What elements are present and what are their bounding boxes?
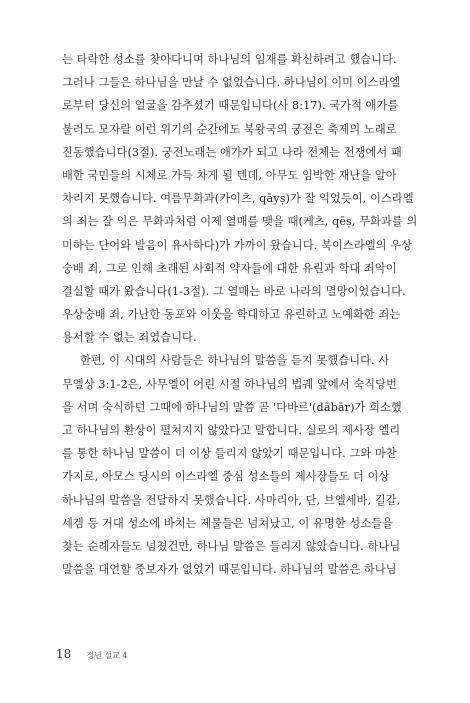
text-line: 그러나 그들은 하나님을 만날 수 없었습니다. 하나님이 이미 이스라엘	[62, 76, 401, 90]
text-line: 을 서며 숙식하던 그때에 하나님의 말씀 곧 '다바르'(dābār)가 희소했	[62, 400, 402, 414]
text-line: 세겜 등 거대 성소에 바치는 제물들은 넘쳐났고, 이 유명한 성소들을	[62, 516, 394, 530]
text-line: 진동했습니다(3절). 궁전노래는 애가가 되고 나라 전체는 전쟁에서 패	[62, 145, 402, 159]
paragraph-1	[62, 48, 418, 349]
text-line: 불러도 모자랄 이런 위기의 순간에도 북왕국의 궁전은 축제의 노래로	[62, 122, 397, 136]
text-line-indented: 한편, 이 시대의 사람들은 하나님의 말씀을 듣지 못했습니다. 사	[80, 354, 390, 368]
text-line: 무엘상 3:1-2은, 사무엘이 어린 시절 하나님의 법궤 앞에서 숙직당번	[62, 377, 397, 391]
page-number: 18	[56, 647, 72, 661]
text-line: 숭배 죄, 그로 인해 초래된 사회적 약자들에 대한 유린과 학대 죄악이	[62, 261, 397, 275]
page-footer	[56, 643, 127, 663]
text-line: 말씀을 대언할 중보자가 없었기 때문입니다. 하나님의 말씀은 하나님	[62, 563, 397, 577]
body-text	[62, 48, 418, 581]
running-title: 정년 설교 4	[86, 651, 128, 660]
text-line: 로부터 당신의 얼굴을 감추셨기 때문입니다(사 8:17). 국가적 애가를	[62, 99, 399, 113]
paragraph-2	[62, 349, 414, 581]
text-line: 차리지 못했습니다. 여름무화과(카이츠, qāyṣ)가 잘 익었듯이, 이스라엘	[62, 192, 414, 206]
text-line: 용서할 수 없는 죄였습니다.	[62, 331, 197, 345]
text-line: 결실할 때가 왔습니다(1-3절). 그 열매는 바로 나라의 멸망이었습니다.	[62, 284, 406, 298]
text-line: 찾는 순례자들도 넘쳤건만, 하나님 말씀은 들리지 않았습니다. 하나님	[62, 539, 401, 553]
text-line: 가지로, 아모스 당시의 이스라엘 중심 성소들의 제사장들도 더 이상	[62, 470, 390, 484]
text-line: 우상숭배 죄, 가난한 동포와 이웃을 학대하고 유린하고 노예화한 죄는	[62, 308, 401, 322]
text-line: 는 타락한 성소를 찾아다니며 하나님의 임재를 확신하려고 했습니다.	[62, 53, 397, 66]
text-line: 배한 국민들의 시체로 가득 차게 될 텐데, 아무도 임박한 재난을 알아	[62, 168, 397, 182]
text-line: 하나님의 말씀을 전달하지 못했습니다. 사마리아, 단, 브엘세바, 길갈,	[62, 493, 401, 507]
text-line: 미하는 단어와 발음이 유사하다)가 가까이 왔습니다. 북이스라엘의 우상	[62, 238, 413, 252]
text-line: 를 통한 하나님 말씀이 더 이상 들리지 않았기 때문입니다. 그와 마찬	[62, 447, 397, 461]
text-line: 고 하나님의 환상이 펼쳐지지 않았다고 말합니다. 실로의 제사장 엘리	[62, 424, 401, 437]
text-line: 의 죄는 잘 익은 무화과처럼 이제 열매를 맺을 때(케츠, qēṣ, 무화과를 의	[62, 215, 418, 229]
